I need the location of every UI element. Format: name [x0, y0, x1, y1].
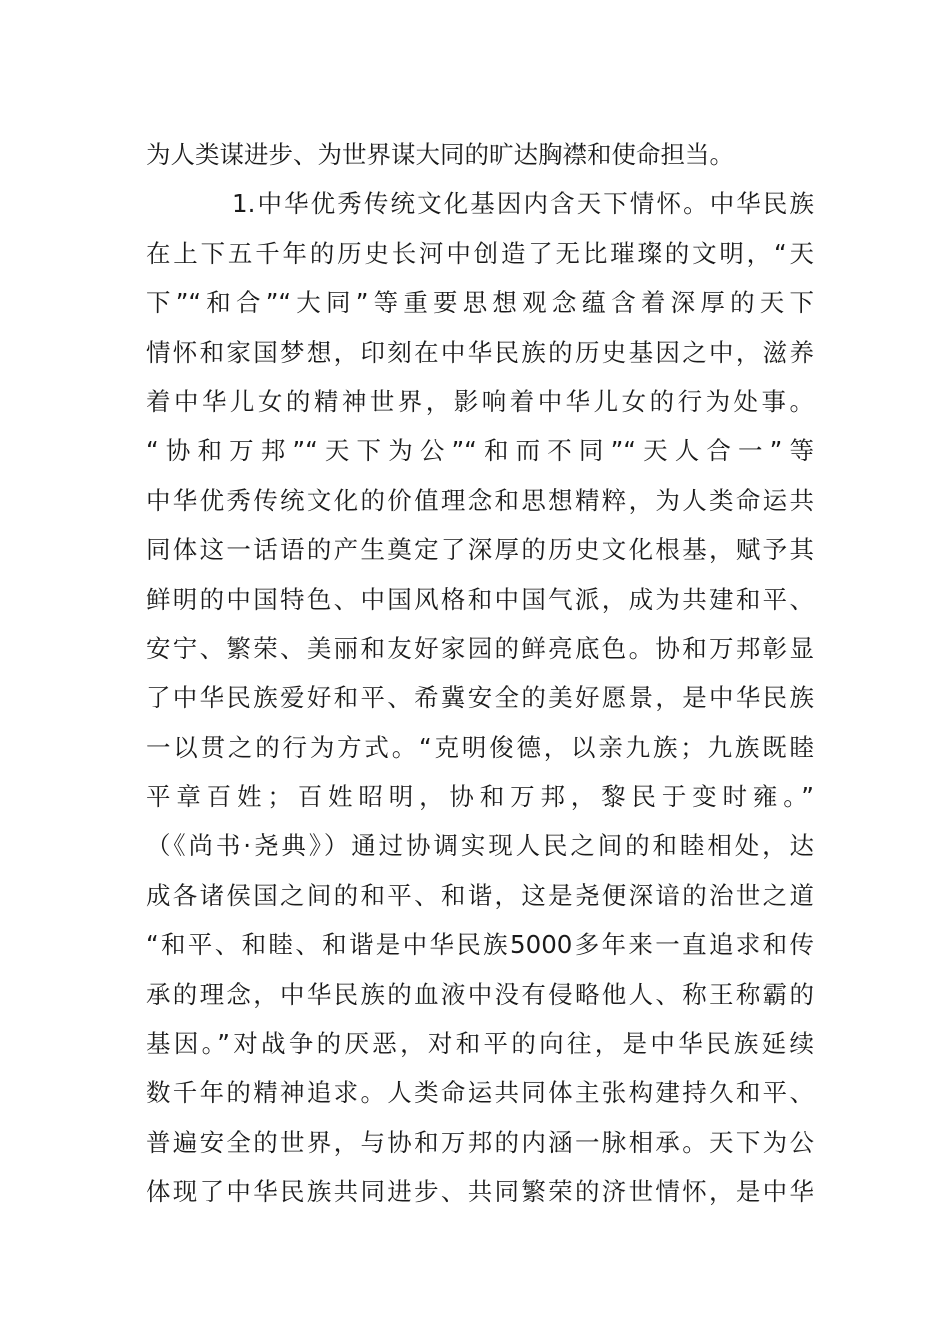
text-line-16: 成各诸侯国之间的和平、和谐，这是尧便深谙的治世之道: [146, 880, 814, 910]
text-line-11: 安宁、繁荣、美丽和友好家园的鲜亮底色。协和万邦彰显: [146, 633, 814, 663]
text-line-18: 承的理念，中华民族的血液中没有侵略他人、称王称霸的: [146, 979, 814, 1009]
text-line-12: 了中华民族爱好和平、希冀安全的美好愿景，是中华民族: [146, 683, 814, 713]
text-line-4: 下”“和合”“大同”等重要思想观念蕴含着深厚的天下: [146, 288, 814, 318]
text-line-3: 在上下五千年的历史长河中创造了无比璀璨的文明，“天: [146, 238, 814, 268]
text-line-9: 同体这一话语的产生奠定了深厚的历史文化根基，赋予其: [146, 535, 814, 565]
text-line-17: “和平、和睦、和谐是中华民族5000多年来一直追求和传: [146, 930, 814, 960]
text-line-8: 中华优秀传统文化的价值理念和思想精粹，为人类命运共: [146, 485, 814, 515]
text-line-21: 普遍安全的世界，与协和万邦的内涵一脉相承。天下为公: [146, 1127, 814, 1157]
body-text: [146, 130, 814, 1217]
text-line-2-paragraph-heading: 1.中华优秀传统文化基因内含天下情怀。中华民族: [232, 189, 814, 219]
text-line-5: 情怀和家国梦想，印刻在中华民族的历史基因之中，滋养: [146, 337, 814, 367]
text-line-10: 鲜明的中国特色、中国风格和中国气派，成为共建和平、: [146, 584, 814, 614]
text-line-15: （《尚书·尧典》）通过协调实现人民之间的和睦相处，达: [146, 831, 814, 861]
text-line-6: 着中华儿女的精神世界，影响着中华儿女的行为处事。: [146, 386, 814, 416]
text-line-1: 为人类谋进步、为世界谋大同的旷达胸襟和使命担当。: [146, 140, 734, 169]
text-line-14: 平章百姓；百姓昭明，协和万邦，黎民于变时雍。”: [146, 782, 814, 812]
text-line-13: 一以贯之的行为方式。“克明俊德，以亲九族；九族既睦: [146, 732, 814, 762]
text-line-7: “协和万邦”“天下为公”“和而不同”“天人合一”等: [146, 436, 814, 466]
text-line-19: 基因。”对战争的厌恶，对和平的向往，是中华民族延续: [146, 1029, 814, 1059]
text-line-20: 数千年的精神追求。人类命运共同体主张构建持久和平、: [146, 1078, 814, 1108]
text-line-22: 体现了中华民族共同进步、共同繁荣的济世情怀，是中华: [146, 1177, 814, 1207]
